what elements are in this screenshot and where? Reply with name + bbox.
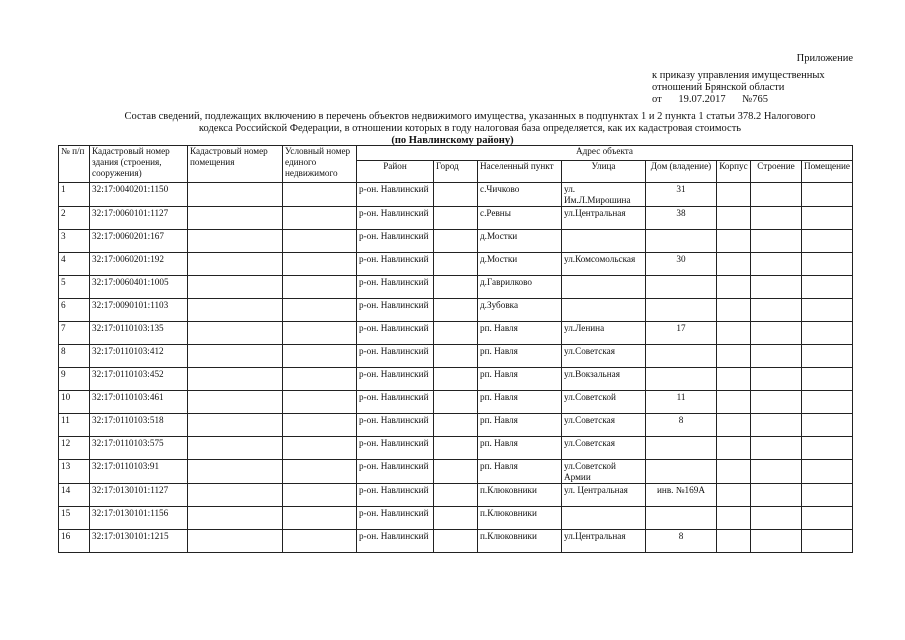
cell-street: ул.Комсомольская	[562, 253, 646, 276]
cell-house: 8	[646, 530, 717, 553]
cell-city	[434, 507, 478, 530]
order-date-line	[652, 94, 852, 106]
cell-city	[434, 484, 478, 507]
cell-house	[646, 276, 717, 299]
cell-city	[434, 414, 478, 437]
cell-cond-num	[283, 253, 357, 276]
title-line-1: Состав сведений, подлежащих включению в перечень объектов недвижимого имущества, указанных в подпунктах 1 и 2 пункта 1 статьи 378.2 Налогового	[124, 111, 816, 122]
cell-cond-num	[283, 276, 357, 299]
cell-building	[751, 530, 802, 553]
table-row	[59, 391, 853, 414]
cell-korpus	[717, 391, 751, 414]
cell-city	[434, 253, 478, 276]
table-row	[59, 368, 853, 391]
col-address: Адрес объекта	[357, 146, 853, 161]
cell-korpus	[717, 507, 751, 530]
cell-row-number: 9	[59, 368, 90, 391]
date-prefix: от	[652, 94, 662, 105]
cell-house: 11	[646, 391, 717, 414]
cell-cad-building: 32:17:0110103:518	[90, 414, 188, 437]
cell-building	[751, 230, 802, 253]
table-row	[59, 530, 853, 553]
property-table	[58, 145, 853, 553]
cell-building	[751, 183, 802, 207]
cell-cad-room	[188, 276, 283, 299]
cell-district: р-он. Навлинский	[357, 230, 434, 253]
cell-korpus	[717, 183, 751, 207]
cell-district: р-он. Навлинский	[357, 299, 434, 322]
cell-locality: рп. Навля	[478, 414, 562, 437]
cell-room	[802, 530, 853, 553]
cell-cond-num	[283, 230, 357, 253]
cell-district: р-он. Навлинский	[357, 183, 434, 207]
cell-district: р-он. Навлинский	[357, 322, 434, 345]
table-row	[59, 207, 853, 230]
order-date: 19.07.2017	[678, 94, 726, 105]
cell-city	[434, 460, 478, 484]
cell-row-number: 11	[59, 414, 90, 437]
cell-building	[751, 299, 802, 322]
cell-cad-building: 32:17:0110103:461	[90, 391, 188, 414]
col-num: № п/п	[59, 146, 90, 183]
cell-korpus	[717, 414, 751, 437]
cell-cond-num	[283, 368, 357, 391]
cell-cad-building: 32:17:0130101:1127	[90, 484, 188, 507]
cell-district: р-он. Навлинский	[357, 368, 434, 391]
order-number: №765	[742, 94, 768, 105]
cell-house: 31	[646, 183, 717, 207]
cell-room	[802, 253, 853, 276]
cell-city	[434, 276, 478, 299]
cell-room	[802, 230, 853, 253]
cell-row-number: 7	[59, 322, 90, 345]
cell-row-number: 14	[59, 484, 90, 507]
table-row	[59, 276, 853, 299]
cell-street: ул.Советской Армии	[562, 460, 646, 484]
cell-cad-room	[188, 253, 283, 276]
cell-cad-room	[188, 414, 283, 437]
cell-street: ул.Советская	[562, 345, 646, 368]
table-row	[59, 460, 853, 484]
cell-house	[646, 437, 717, 460]
cell-district: р-он. Навлинский	[357, 437, 434, 460]
cell-korpus	[717, 207, 751, 230]
cell-building	[751, 253, 802, 276]
cell-room	[802, 437, 853, 460]
cell-room	[802, 207, 853, 230]
cell-district: р-он. Навлинский	[357, 391, 434, 414]
cell-locality: рп. Навля	[478, 345, 562, 368]
cell-building	[751, 414, 802, 437]
cell-korpus	[717, 368, 751, 391]
cell-street	[562, 230, 646, 253]
cell-city	[434, 183, 478, 207]
cell-cond-num	[283, 183, 357, 207]
table-row	[59, 183, 853, 207]
cell-row-number: 8	[59, 345, 90, 368]
cell-cad-building: 32:17:0110103:412	[90, 345, 188, 368]
cell-cad-room	[188, 345, 283, 368]
cell-street: ул.Советской	[562, 391, 646, 414]
cell-korpus	[717, 460, 751, 484]
cell-cad-building: 32:17:0110103:135	[90, 322, 188, 345]
cell-room	[802, 414, 853, 437]
cell-house	[646, 460, 717, 484]
cell-cad-room	[188, 530, 283, 553]
cell-locality: п.Клюковники	[478, 507, 562, 530]
cell-room	[802, 460, 853, 484]
cell-district: р-он. Навлинский	[357, 484, 434, 507]
cell-house: 30	[646, 253, 717, 276]
table-row	[59, 507, 853, 530]
cell-locality: д.Зубовка	[478, 299, 562, 322]
col-cond-num: Условный номер единого недвижимого	[283, 146, 357, 183]
col-cad-building: Кадастровый номер здания (строения, сооружения)	[90, 146, 188, 183]
cell-cond-num	[283, 437, 357, 460]
col-house: Дом (владение)	[646, 161, 717, 183]
table-body	[59, 183, 853, 553]
cell-district: р-он. Навлинский	[357, 530, 434, 553]
cell-cad-building: 32:17:0060201:167	[90, 230, 188, 253]
cell-district: р-он. Навлинский	[357, 207, 434, 230]
cell-street	[562, 276, 646, 299]
cell-cad-room	[188, 207, 283, 230]
cell-cad-room	[188, 230, 283, 253]
cell-city	[434, 368, 478, 391]
cell-locality: рп. Навля	[478, 322, 562, 345]
cell-locality: рп. Навля	[478, 437, 562, 460]
cell-room	[802, 368, 853, 391]
cell-locality: с.Ревны	[478, 207, 562, 230]
col-room: Помещение	[802, 161, 853, 183]
cell-building	[751, 437, 802, 460]
cell-street: ул.Советская	[562, 437, 646, 460]
cell-cond-num	[283, 345, 357, 368]
table-row	[59, 345, 853, 368]
cell-locality: рп. Навля	[478, 391, 562, 414]
table-header-row	[59, 146, 853, 161]
cell-house: 17	[646, 322, 717, 345]
cell-house: инв. №169А	[646, 484, 717, 507]
cell-city	[434, 230, 478, 253]
cell-room	[802, 391, 853, 414]
cell-cad-room	[188, 484, 283, 507]
cell-room	[802, 507, 853, 530]
col-cad-room: Кадастровый номер помещения	[188, 146, 283, 183]
cell-city	[434, 391, 478, 414]
cell-locality: д.Мостки	[478, 253, 562, 276]
cell-room	[802, 484, 853, 507]
cell-row-number: 13	[59, 460, 90, 484]
cell-district: р-он. Навлинский	[357, 253, 434, 276]
appendix-label: Приложение	[796, 53, 853, 64]
cell-cad-building: 32:17:0110103:575	[90, 437, 188, 460]
cell-cad-building: 32:17:0060201:192	[90, 253, 188, 276]
cell-city	[434, 207, 478, 230]
cell-district: р-он. Навлинский	[357, 345, 434, 368]
cell-locality: рп. Навля	[478, 460, 562, 484]
cell-room	[802, 322, 853, 345]
cell-row-number: 3	[59, 230, 90, 253]
cell-row-number: 10	[59, 391, 90, 414]
cell-cond-num	[283, 391, 357, 414]
cell-cond-num	[283, 299, 357, 322]
table-row	[59, 414, 853, 437]
cell-building	[751, 322, 802, 345]
cell-city	[434, 530, 478, 553]
cell-building	[751, 484, 802, 507]
cell-row-number: 4	[59, 253, 90, 276]
cell-house	[646, 299, 717, 322]
table-row	[59, 253, 853, 276]
cell-locality: п.Клюковники	[478, 530, 562, 553]
cell-district: р-он. Навлинский	[357, 507, 434, 530]
cell-row-number: 5	[59, 276, 90, 299]
cell-korpus	[717, 299, 751, 322]
cell-korpus	[717, 322, 751, 345]
cell-cad-building: 32:17:0130101:1215	[90, 530, 188, 553]
cell-district: р-он. Навлинский	[357, 276, 434, 299]
cell-city	[434, 437, 478, 460]
cell-locality: п.Клюковники	[478, 484, 562, 507]
cell-street: ул.Центральная	[562, 530, 646, 553]
cell-house	[646, 230, 717, 253]
cell-street: ул.Центральная	[562, 207, 646, 230]
cell-korpus	[717, 253, 751, 276]
cell-row-number: 1	[59, 183, 90, 207]
cell-korpus	[717, 530, 751, 553]
cell-locality: д.Гаврилково	[478, 276, 562, 299]
table-row	[59, 230, 853, 253]
cell-cond-num	[283, 207, 357, 230]
cell-street: ул.Ленина	[562, 322, 646, 345]
cell-cond-num	[283, 484, 357, 507]
cell-cad-room	[188, 368, 283, 391]
table-row	[59, 299, 853, 322]
cell-street: ул.Советская	[562, 414, 646, 437]
cell-korpus	[717, 276, 751, 299]
cell-korpus	[717, 230, 751, 253]
order-line-2: отношений Брянской области	[652, 82, 785, 93]
col-street: Улица	[562, 161, 646, 183]
cell-cad-building: 32:17:0130101:1156	[90, 507, 188, 530]
cell-city	[434, 299, 478, 322]
cell-street: ул. Им.Л.Мирошина	[562, 183, 646, 207]
cell-city	[434, 322, 478, 345]
cell-row-number: 15	[59, 507, 90, 530]
cell-street	[562, 299, 646, 322]
cell-locality: рп. Навля	[478, 368, 562, 391]
cell-city	[434, 345, 478, 368]
cell-building	[751, 460, 802, 484]
cell-row-number: 6	[59, 299, 90, 322]
cell-district: р-он. Навлинский	[357, 414, 434, 437]
cell-korpus	[717, 437, 751, 460]
cell-cad-building: 32:17:0110103:452	[90, 368, 188, 391]
cell-cad-building: 32:17:0060101:1127	[90, 207, 188, 230]
cell-cond-num	[283, 322, 357, 345]
cell-building	[751, 345, 802, 368]
cell-korpus	[717, 345, 751, 368]
cell-cad-room	[188, 460, 283, 484]
cell-district: р-он. Навлинский	[357, 460, 434, 484]
col-city: Город	[434, 161, 478, 183]
cell-cad-room	[188, 299, 283, 322]
cell-building	[751, 207, 802, 230]
col-korpus: Корпус	[717, 161, 751, 183]
cell-row-number: 12	[59, 437, 90, 460]
col-building: Строение	[751, 161, 802, 183]
cell-row-number: 2	[59, 207, 90, 230]
document-title	[120, 111, 820, 135]
cell-korpus	[717, 484, 751, 507]
cell-building	[751, 368, 802, 391]
cell-room	[802, 276, 853, 299]
cell-cad-building: 32:17:0060401:1005	[90, 276, 188, 299]
cell-room	[802, 299, 853, 322]
cell-street	[562, 507, 646, 530]
cell-cad-building: 32:17:0090101:1103	[90, 299, 188, 322]
order-reference	[652, 70, 852, 106]
order-line-1: к приказу управления имущественных	[652, 70, 825, 81]
cell-cad-room	[188, 322, 283, 345]
cell-house	[646, 368, 717, 391]
cell-row-number: 16	[59, 530, 90, 553]
cell-cad-building: 32:17:0110103:91	[90, 460, 188, 484]
col-locality: Населенный пункт	[478, 161, 562, 183]
cell-cad-building: 32:17:0040201:1150	[90, 183, 188, 207]
cell-locality: д.Мостки	[478, 230, 562, 253]
cell-street: ул.Вокзальная	[562, 368, 646, 391]
cell-cad-room	[188, 391, 283, 414]
table-row	[59, 484, 853, 507]
cell-locality: с.Чичково	[478, 183, 562, 207]
cell-house: 38	[646, 207, 717, 230]
cell-cond-num	[283, 414, 357, 437]
cell-room	[802, 345, 853, 368]
cell-building	[751, 391, 802, 414]
cell-room	[802, 183, 853, 207]
cell-cad-room	[188, 507, 283, 530]
cell-building	[751, 507, 802, 530]
cell-cond-num	[283, 530, 357, 553]
cell-house: 8	[646, 414, 717, 437]
cell-cond-num	[283, 507, 357, 530]
title-line-2: кодекса Российской Федерации, в отношении которых в году налоговая база определяется, как их кадастровая стоимость	[198, 123, 742, 134]
district-subtitle: (по Навлинскому району)	[391, 135, 514, 146]
cell-cad-room	[188, 437, 283, 460]
cell-cad-room	[188, 183, 283, 207]
cell-street: ул. Центральная	[562, 484, 646, 507]
cell-house	[646, 345, 717, 368]
table-row	[59, 322, 853, 345]
table-row	[59, 437, 853, 460]
col-district: Район	[357, 161, 434, 183]
cell-cond-num	[283, 460, 357, 484]
cell-house	[646, 507, 717, 530]
cell-building	[751, 276, 802, 299]
